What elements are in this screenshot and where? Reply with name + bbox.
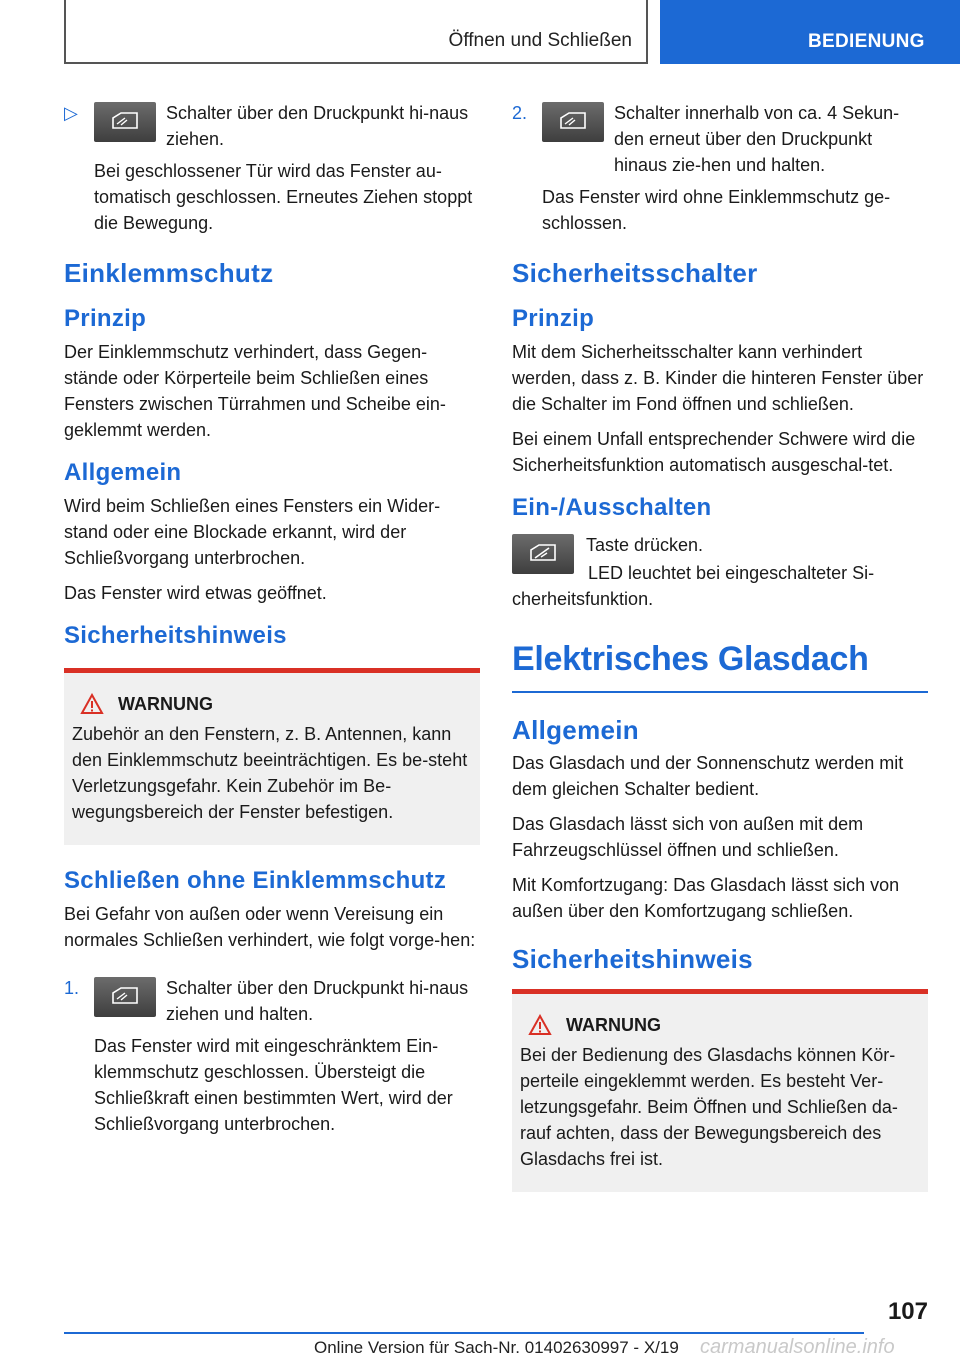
header-title-box xyxy=(64,0,648,64)
glasdach-para-3: Mit Komfortzugang: Das Glasdach lässt sich von außen über den Komfortzugang schließen. xyxy=(512,875,900,921)
step-1-marker: 1. xyxy=(64,978,80,998)
warning-title-right: WARNUNG xyxy=(566,1014,661,1035)
safety-switch-icon xyxy=(512,534,574,574)
warning-text: Zubehör an den Fenstern, z. B. Antennen, kann den Einklemmschutz beeinträchtigen. Es be-steht Verletzungsgefahr. Kein Zubehör im Be-wegungsbereich der Fenster befestigen. xyxy=(72,724,468,822)
window-switch-icon xyxy=(94,102,156,142)
step-1 xyxy=(64,975,480,1137)
warning-title: WARNUNG xyxy=(118,693,213,714)
heading-prinzip: Prinzip xyxy=(64,305,147,332)
header-section-label: BEDIENUNG xyxy=(808,31,925,52)
step-1-text: Schalter über den Druckpunkt hi-naus ziehen und halten. xyxy=(166,978,469,1024)
page-number: 107 xyxy=(887,1298,928,1325)
warning-triangle-icon xyxy=(528,1014,552,1036)
step-1-para: Das Fenster wird mit eingeschränktem Ein-klemmschutz geschlossen. Übersteigt die Schließkraft einen bestimmten Wert, wird der Schließvorgang unterbrochen. xyxy=(94,1036,453,1134)
heading-allgemein-right: Allgemein xyxy=(512,715,639,745)
einaus-line-2: LED leuchtet bei eingeschalteter Si-cherheitsfunktion. xyxy=(512,563,875,609)
step-arrow xyxy=(64,100,480,236)
watermark: carmanualsonline.info xyxy=(700,1336,895,1358)
step-2-marker: 2. xyxy=(512,103,528,123)
heading-prinzip-right: Prinzip xyxy=(512,305,595,332)
right-column xyxy=(512,100,928,1214)
step-arrow-para: Bei geschlossener Tür wird das Fenster au-tomatisch geschlossen. Erneutes Ziehen stoppt die Bewegung. xyxy=(94,161,473,233)
glasdach-para-1: Das Glasdach und der Sonnenschutz werden mit dem gleichen Schalter bedient. xyxy=(512,753,904,799)
step-marker-arrow: ▷ xyxy=(64,103,78,123)
page-header-title: Öffnen und Schließen xyxy=(448,30,632,51)
heading-ein-ausschalten: Ein-/Ausschalten xyxy=(512,494,712,521)
heading-schliessen: Schließen ohne Einklemmschutz xyxy=(64,867,447,894)
prinzip-text: Der Einklemmschutz verhindert, dass Gegen-stände oder Körperteile beim Schließen eines Fensters zwischen Türrahmen und Scheibe ein-geklemmt werden. xyxy=(64,342,446,440)
header-section-tab xyxy=(660,0,960,64)
schliessen-text: Bei Gefahr von außen oder wenn Vereisung ein normales Schließen verhindert, wie folgt vorge-hen: xyxy=(64,904,476,950)
warning-box xyxy=(64,668,480,845)
step-2 xyxy=(512,100,928,236)
warning-text-right: Bei der Bedienung des Glasdachs können Kör-perteile eingeklemmt werden. Es besteht Ver-letzungsgefahr. Beim Öffnen und Schließen da-rauf achten, dass der Bewegungsbereich des Glasdachs frei ist. xyxy=(520,1045,898,1169)
allgemein-para-1: Wird beim Schließen eines Fensters ein Wider-stand oder eine Blockade erkannt, wird der Schließvorgang unterbrochen. xyxy=(64,496,441,568)
heading-allgemein: Allgemein xyxy=(64,459,182,486)
glasdach-para-2: Das Glasdach lässt sich von außen mit dem Fahrzeugschlüssel öffnen und schließen. xyxy=(512,814,864,860)
heading-sicherheitsschalter: Sicherheitsschalter xyxy=(512,258,758,288)
prinzip-right-para-2: Bei einem Unfall entsprechender Schwere wird die Sicherheitsfunktion automatisch ausgeschal-tet. xyxy=(512,429,916,475)
footer-rule xyxy=(64,1332,864,1334)
warning-box-right xyxy=(512,989,928,1192)
einaus-line-1: Taste drücken. xyxy=(586,535,704,555)
heading-sicherheitshinweis: Sicherheitshinweis xyxy=(64,622,287,649)
heading-einklemmschutz: Einklemmschutz xyxy=(64,258,274,288)
chapter-heading-glasdach: Elektrisches Glasdach xyxy=(512,640,869,678)
allgemein-para-2: Das Fenster wird etwas geöffnet. xyxy=(64,583,327,603)
step-2-text: Schalter innerhalb von ca. 4 Sekun-den erneut über den Druckpunkt hinaus zie-hen und halten. xyxy=(614,103,900,175)
step-arrow-text: Schalter über den Druckpunkt hi-naus ziehen. xyxy=(166,103,469,149)
step-2-para: Das Fenster wird ohne Einklemmschutz ge-schlossen. xyxy=(542,187,891,233)
left-column xyxy=(64,100,480,1146)
window-switch-icon xyxy=(542,102,604,142)
warning-triangle-icon xyxy=(80,693,104,715)
footer-online-version: Online Version für Sach-Nr. 01402630997 - X/19 xyxy=(314,1338,679,1357)
prinzip-right-para-1: Mit dem Sicherheitsschalter kann verhindert werden, dass z. B. Kinder die hinteren Fenster über die Schalter im Fond öffnen und schließen. xyxy=(512,342,924,414)
window-switch-icon xyxy=(94,977,156,1017)
heading-sicherheitshinweis-right: Sicherheitshinweis xyxy=(512,944,753,974)
chapter-rule xyxy=(512,691,928,693)
